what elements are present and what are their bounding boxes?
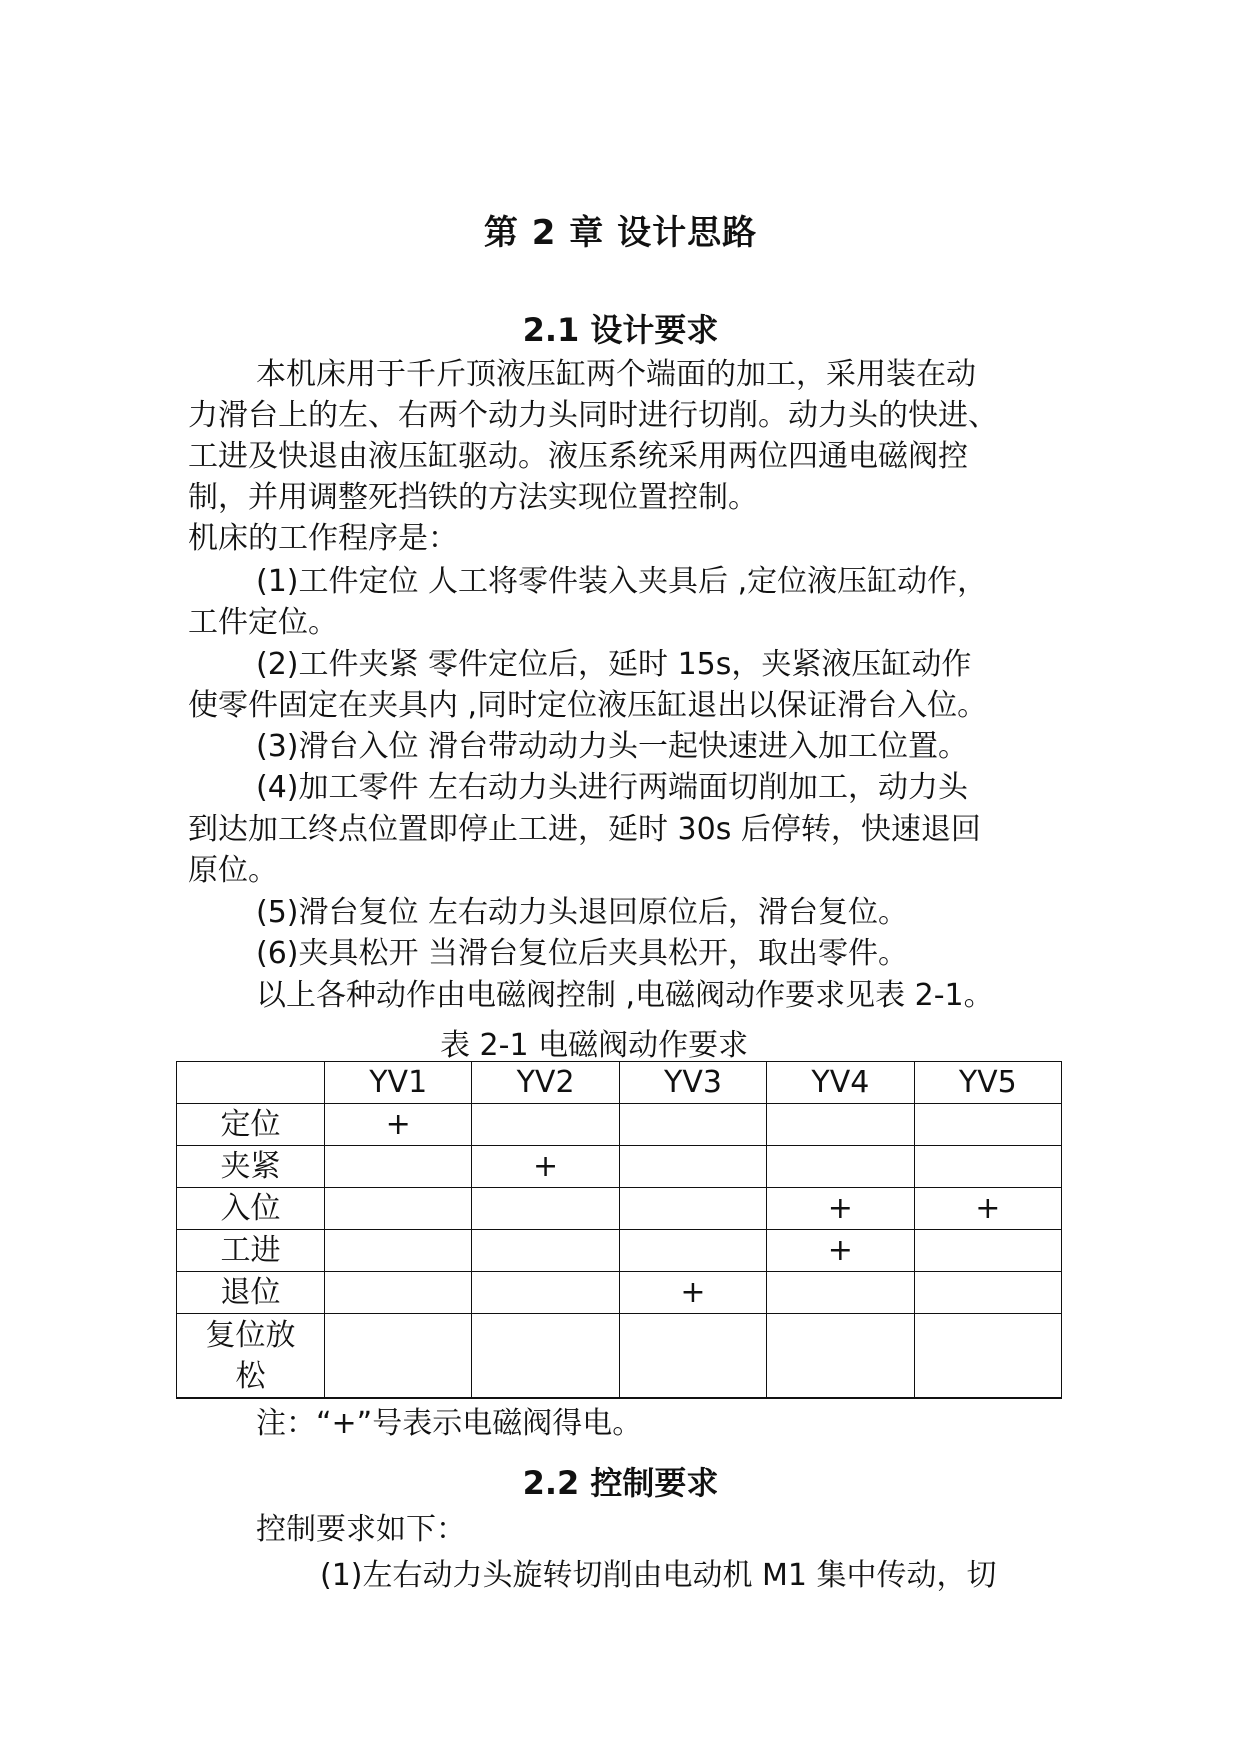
table-row-label: 夹紧: [177, 1146, 325, 1188]
table-cell: [767, 1272, 914, 1314]
table-row-label: [177, 1314, 325, 1399]
table-cell: [914, 1146, 1061, 1188]
paragraph-line: (5)滑台复位 左右动力头退回原位后，滑台复位。: [256, 895, 909, 930]
table-cell: +: [619, 1272, 766, 1314]
table-header-cell: [177, 1062, 325, 1104]
table-row: [177, 1188, 1062, 1230]
table-cell: [619, 1314, 766, 1399]
table-caption: 表 2-1 电磁阀动作要求: [440, 1028, 749, 1063]
table-cell: [472, 1188, 619, 1230]
table-cell: [472, 1314, 619, 1399]
table-cell: [619, 1146, 766, 1188]
table-cell: [325, 1314, 472, 1399]
paragraph-line: 使零件固定在夹具内 ,同时定位液压缸退出以保证滑台入位。: [188, 688, 988, 723]
table-cell: [914, 1230, 1061, 1272]
valve-action-table: [176, 1061, 1062, 1399]
table-cell: [325, 1146, 472, 1188]
table-header-row: [177, 1062, 1062, 1104]
table-cell: [619, 1188, 766, 1230]
table-cell: [619, 1230, 766, 1272]
table-cell: [619, 1104, 766, 1146]
section-title-2-1: 2.1 设计要求: [522, 311, 719, 349]
paragraph-line: 以上各种动作由电磁阀控制 ,电磁阀动作要求见表 2-1。: [256, 978, 994, 1013]
paragraph-line: (2)工件夹紧 零件定位后，延时 15s，夹紧液压缸动作: [256, 647, 972, 682]
paragraph-line: 控制要求如下：: [256, 1512, 466, 1547]
table-cell: +: [767, 1230, 914, 1272]
table-row-label: 定位: [177, 1104, 325, 1146]
table-cell: [914, 1272, 1061, 1314]
table-cell: +: [767, 1188, 914, 1230]
table-cell: [472, 1230, 619, 1272]
table-cell: +: [914, 1188, 1061, 1230]
section-title-2-2: 2.2 控制要求: [522, 1464, 719, 1502]
table-cell: [914, 1314, 1061, 1399]
paragraph-line: 工件定位。: [188, 605, 338, 640]
paragraph-line: 本机床用于千斤顶液压缸两个端面的加工，采用装在动: [256, 357, 976, 392]
table-header-cell: YV5: [914, 1062, 1061, 1104]
table-cell: [325, 1188, 472, 1230]
table-row-label: 入位: [177, 1188, 325, 1230]
table-cell: [914, 1104, 1061, 1146]
paragraph-line: 机床的工作程序是：: [188, 521, 458, 556]
table-row: [177, 1272, 1062, 1314]
paragraph-line: 到达加工终点位置即停止工进，延时 30s 后停转，快速退回: [188, 812, 981, 847]
paragraph-line: (1)工件定位 人工将零件装入夹具后 ,定位液压缸动作，: [256, 564, 988, 599]
table-cell: [325, 1272, 472, 1314]
table-cell: +: [325, 1104, 472, 1146]
table-header-cell: YV3: [619, 1062, 766, 1104]
table-row: [177, 1146, 1062, 1188]
table-cell: [767, 1104, 914, 1146]
table-row-label-text: 复位放松: [205, 1317, 296, 1394]
table-row: [177, 1230, 1062, 1272]
table-cell: [472, 1104, 619, 1146]
table-header-cell: YV4: [767, 1062, 914, 1104]
paragraph-line: 原位。: [188, 853, 278, 888]
table-cell: +: [472, 1146, 619, 1188]
table-row: [177, 1314, 1062, 1399]
table-note: 注：“+”号表示电磁阀得电。: [256, 1406, 643, 1441]
table-cell: [325, 1230, 472, 1272]
table-header-cell: YV2: [472, 1062, 619, 1104]
chapter-title: 第 2 章 设计思路: [483, 213, 758, 253]
paragraph-line: (3)滑台入位 滑台带动动力头一起快速进入加工位置。: [256, 729, 969, 764]
paragraph-line: 工进及快退由液压缸驱动。液压系统采用两位四通电磁阀控: [188, 439, 968, 474]
table-row-label: 退位: [177, 1272, 325, 1314]
paragraph-line: 力滑台上的左、右两个动力头同时进行切削。动力头的快进、: [188, 398, 998, 433]
table-row-label: 工进: [177, 1230, 325, 1272]
table-header-cell: YV1: [325, 1062, 472, 1104]
table-cell: [767, 1314, 914, 1399]
table-row: [177, 1104, 1062, 1146]
paragraph-line: (6)夹具松开 当滑台复位后夹具松开，取出零件。: [256, 936, 909, 971]
table-cell: [767, 1146, 914, 1188]
paragraph-line: (4)加工零件 左右动力头进行两端面切削加工，动力头: [256, 770, 969, 805]
paragraph-line: (1)左右动力头旋转切削由电动机 M1 集中传动，切: [320, 1558, 997, 1593]
paragraph-line: 制，并用调整死挡铁的方法实现位置控制。: [188, 480, 758, 515]
table-cell: [472, 1272, 619, 1314]
